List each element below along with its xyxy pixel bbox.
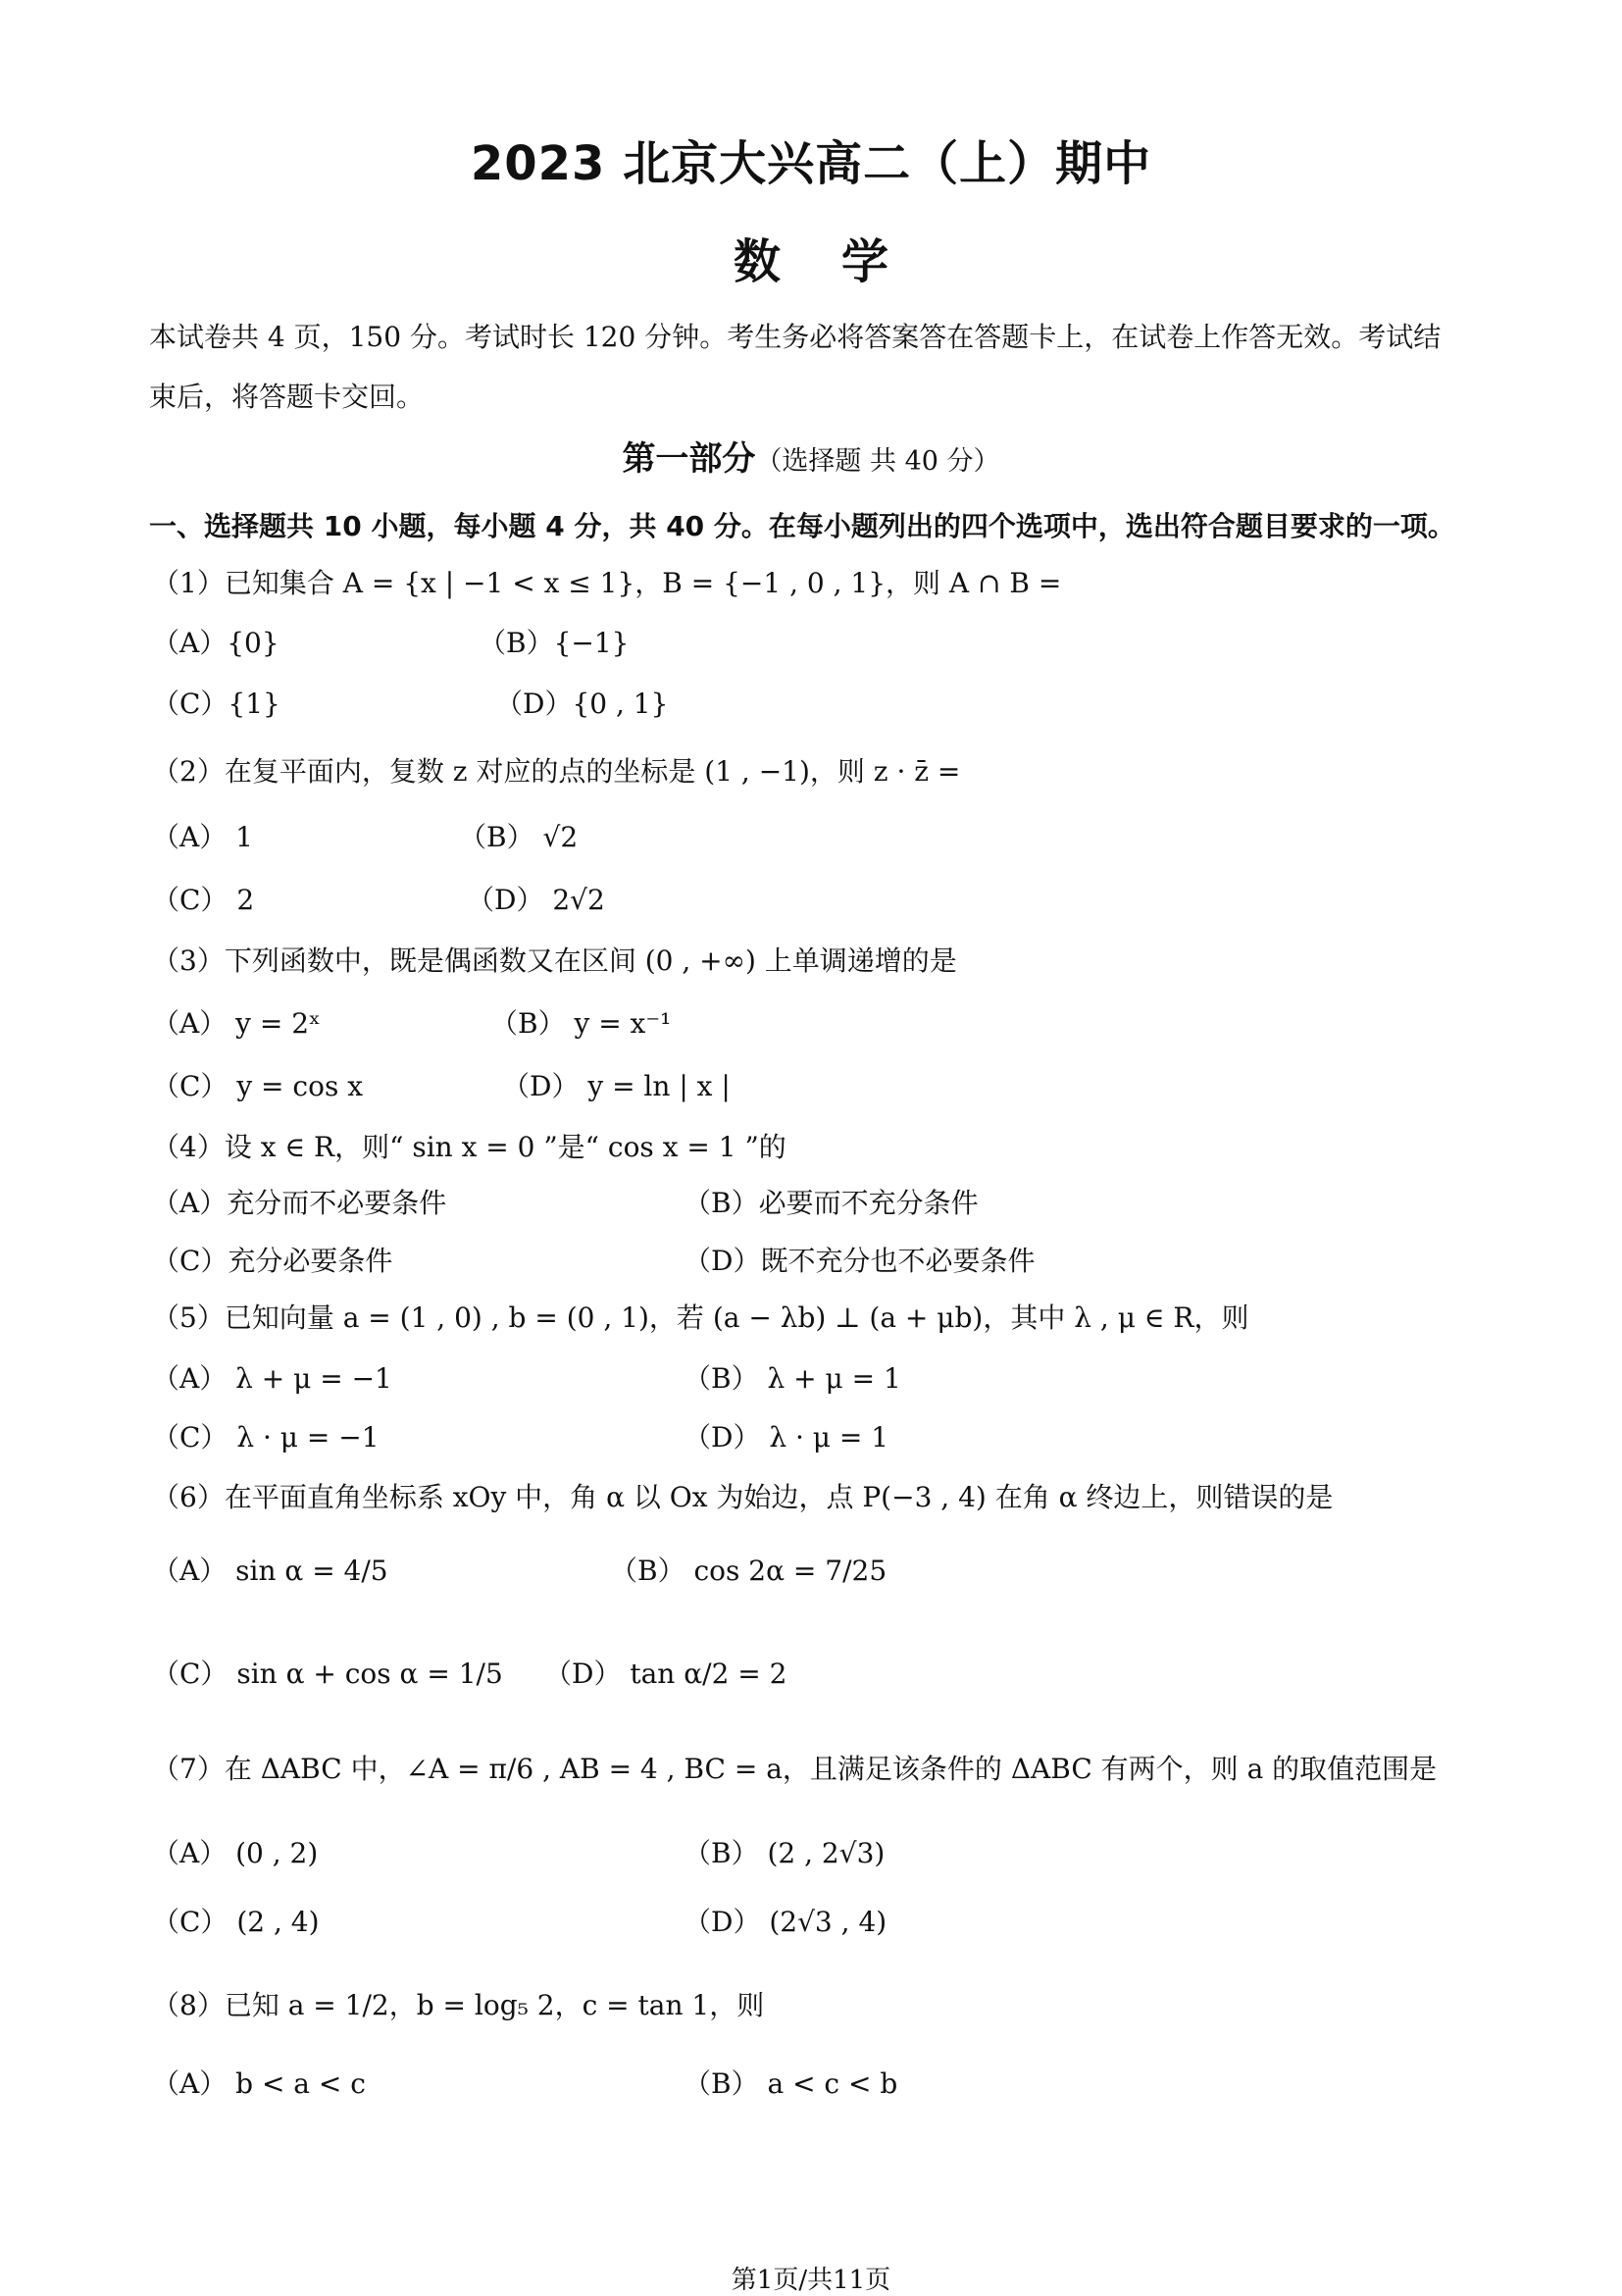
question-8-stem: （8）已知 a = 1/2，b = log₅ 2，c = tan 1，则 (152, 1989, 765, 2021)
question-8-option-b: （B） a < c < b (684, 2067, 898, 2100)
question-4-option-a: （A）充分而不必要条件 (152, 1187, 447, 1219)
question-6-stem: （6）在平面直角坐标系 xOy 中，角 α 以 Ox 为始边，点 P(−3 , 4) 在角 α 终边上，则错误的是 (152, 1481, 1334, 1513)
page-number: 第1页/共11页 (731, 2266, 891, 2295)
part-heading (0, 432, 1622, 480)
question-2-option-b: （B） √2 (459, 821, 579, 853)
question-1-stem: （1）已知集合 A = {x | −1 < x ≤ 1}，B = {−1 , 0 , 1}，则 A ∩ B = (152, 567, 1062, 599)
question-7-option-b: （B） (2 , 2√3) (684, 1837, 886, 1869)
exam-title: 2023 北京大兴高二（上）期中 (470, 136, 1152, 191)
question-1-option-b: （B）{−1} (479, 627, 630, 659)
question-7-option-a: （A） (0 , 2) (152, 1837, 319, 1869)
question-7-option-c: （C） (2 , 4) (152, 1906, 320, 1938)
question-1-option-a: （A）{0} (152, 627, 279, 659)
question-3-option-c: （C） y = cos x (152, 1070, 364, 1102)
intro-line-1: 本试卷共 4 页，150 分。考试时长 120 分钟。考生务必将答案答在答题卡上，在试卷上作答无效。考试结 (149, 321, 1442, 353)
part-note: （选择题 共 40 分） (755, 446, 1000, 477)
question-4-stem: （4）设 x ∈ R，则“ sin x = 0 ”是“ cos x = 1 ”的 (152, 1131, 786, 1163)
question-3-stem: （3）下列函数中，既是偶函数又在区间 (0 , +∞) 上单调递增的是 (152, 944, 957, 977)
intro-line-2: 束后，将答题卡交回。 (149, 381, 425, 413)
question-3-option-a: （A） y = 2ˣ (152, 1007, 321, 1040)
question-2-option-a: （A） 1 (152, 821, 253, 853)
subject-title: 数学 (733, 234, 949, 289)
question-3-option-b: （B） y = x⁻¹ (490, 1007, 672, 1040)
question-6-option-a: （A） sin α = 4/5 (152, 1555, 388, 1587)
question-6-option-b: （B） cos 2α = 7/25 (610, 1555, 887, 1587)
question-4-option-b: （B）必要而不充分条件 (684, 1187, 979, 1219)
question-5-option-b: （B） λ + μ = 1 (684, 1362, 901, 1395)
question-8-option-a: （A） b < a < c (152, 2067, 366, 2100)
section-heading: 一、选择题共 10 小题，每小题 4 分，共 40 分。在每小题列出的四个选项中，选出符合题目要求的一项。 (149, 510, 1455, 542)
question-6-option-d: （D） tan α/2 = 2 (544, 1658, 787, 1690)
question-3-option-d: （D） y = ln | x | (502, 1070, 731, 1102)
part-title: 第一部分 (622, 439, 756, 479)
question-5-stem: （5）已知向量 a = (1 , 0) , b = (0 , 1)，若 (a − λb) ⊥ (a + μb)，其中 λ , μ ∈ R，则 (152, 1301, 1249, 1334)
question-1-option-d: （D）{0 , 1} (495, 688, 669, 720)
question-6-option-c: （C） sin α + cos α = 1/5 (152, 1658, 503, 1690)
question-2-option-d: （D） 2√2 (467, 884, 605, 916)
question-1-option-c: （C）{1} (152, 688, 280, 720)
question-4-option-d: （D）既不充分也不必要条件 (684, 1245, 1036, 1277)
question-7-stem: （7）在 ΔABC 中，∠A = π/6 , AB = 4 , BC = a，且满足该条件的 ΔABC 有两个，则 a 的取值范围是 (152, 1753, 1438, 1785)
question-2-stem: （2）在复平面内，复数 z 对应的点的坐标是 (1 , −1)，则 z · z̄ = (152, 755, 961, 788)
question-5-option-d: （D） λ · μ = 1 (684, 1421, 889, 1454)
question-5-option-a: （A） λ + μ = −1 (152, 1362, 392, 1395)
question-4-option-c: （C）充分必要条件 (152, 1245, 393, 1277)
question-2-option-c: （C） 2 (152, 884, 255, 916)
question-7-option-d: （D） (2√3 , 4) (684, 1906, 887, 1938)
question-5-option-c: （C） λ · μ = −1 (152, 1421, 380, 1454)
